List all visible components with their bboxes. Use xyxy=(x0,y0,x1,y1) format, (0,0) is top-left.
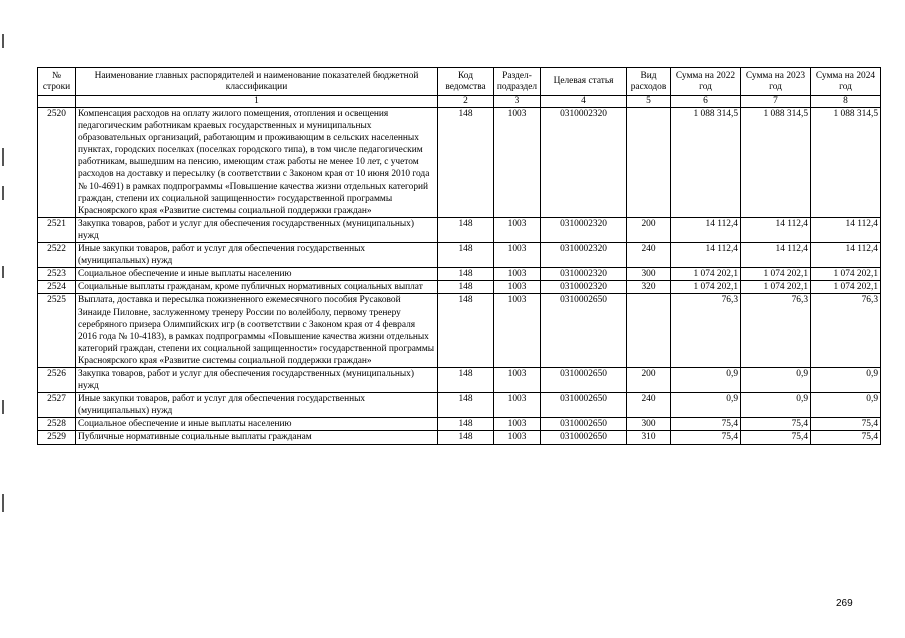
col-number: 3 xyxy=(494,96,541,108)
margin-mark xyxy=(2,148,4,166)
row-target-article: 0310002650 xyxy=(541,418,627,431)
col-header: № строки xyxy=(38,68,76,96)
row-sum-2022: 14 112,4 xyxy=(671,243,741,268)
col-number: 2 xyxy=(438,96,494,108)
row-sum-2023: 75,4 xyxy=(741,418,811,431)
row-sum-2024: 1 074 202,1 xyxy=(811,281,881,294)
table-row xyxy=(38,294,881,368)
row-name: Социальное обеспечение и иные выплаты населению xyxy=(76,418,438,431)
page-number: 269 xyxy=(836,598,853,609)
row-line-number: 2529 xyxy=(38,431,76,444)
row-sum-2023: 14 112,4 xyxy=(741,217,811,242)
col-number: 4 xyxy=(541,96,627,108)
row-sum-2024: 1 074 202,1 xyxy=(811,268,881,281)
margin-mark xyxy=(2,266,4,278)
col-header: Наименование главных распорядителей и наименование показателей бюджетной классификации xyxy=(76,68,438,96)
row-section: 1003 xyxy=(494,418,541,431)
row-expense-type xyxy=(627,294,671,368)
column-number-row xyxy=(38,96,881,108)
row-line-number: 2526 xyxy=(38,367,76,392)
col-number: 8 xyxy=(811,96,881,108)
col-header: Вид расходов xyxy=(627,68,671,96)
row-expense-type: 240 xyxy=(627,243,671,268)
row-line-number: 2522 xyxy=(38,243,76,268)
margin-mark xyxy=(2,186,4,200)
row-name: Выплата, доставка и пересылка пожизненного ежемесячного пособия Русаковой Зинаиде Пиловне, заслуженному тренеру России по волейболу, первому тренеру серебряного призера Олимпийских игр (в соответствии с Законом края от 4 февраля 2016 года № 10-4183), в рамках подпрограммы «Повышение качества жизни отдельных категорий граждан, степени их социальной защищенности» государственной программы Красноярского края «Развитие системы социальной поддержки граждан» xyxy=(76,294,438,368)
table-row xyxy=(38,243,881,268)
col-number: 5 xyxy=(627,96,671,108)
row-target-article: 0310002650 xyxy=(541,393,627,418)
row-target-article: 0310002320 xyxy=(541,217,627,242)
row-section: 1003 xyxy=(494,393,541,418)
row-dept-code: 148 xyxy=(438,281,494,294)
row-name: Социальное обеспечение и иные выплаты населению xyxy=(76,268,438,281)
budget-table xyxy=(37,67,881,445)
table-row xyxy=(38,217,881,242)
row-line-number: 2523 xyxy=(38,268,76,281)
col-header: Целевая статья xyxy=(541,68,627,96)
row-expense-type: 310 xyxy=(627,431,671,444)
table-row xyxy=(38,431,881,444)
row-target-article: 0310002650 xyxy=(541,294,627,368)
row-name: Компенсация расходов на оплату жилого помещения, отопления и освещения педагогическим работникам краевых государственных и муниципальных образовательных организаций, работающим и проживающим в сельских населенных пунктах, городских поселках (поселках городского типа), в том числе педагогическим работникам, вышедшим на пенсию, имеющим стаж работы не менее 10 лет, с учетом расходов на доставку и пересылку (в соответствии с Законом края от 10 июня 2010 года № 10-4691) в рамках подпрограммы «Повышение качества жизни отдельных категорий граждан, степени их социальной защищенности» государственной программы Красноярского края «Развитие системы социальной поддержки граждан» xyxy=(76,108,438,218)
row-sum-2024: 0,9 xyxy=(811,367,881,392)
margin-mark xyxy=(2,34,4,48)
row-sum-2022: 0,9 xyxy=(671,367,741,392)
row-sum-2024: 1 088 314,5 xyxy=(811,108,881,218)
row-sum-2022: 0,9 xyxy=(671,393,741,418)
row-sum-2023: 1 088 314,5 xyxy=(741,108,811,218)
row-section: 1003 xyxy=(494,431,541,444)
row-line-number: 2524 xyxy=(38,281,76,294)
row-expense-type: 320 xyxy=(627,281,671,294)
row-sum-2022: 75,4 xyxy=(671,431,741,444)
row-sum-2024: 14 112,4 xyxy=(811,243,881,268)
row-sum-2023: 0,9 xyxy=(741,393,811,418)
row-sum-2022: 1 074 202,1 xyxy=(671,268,741,281)
row-sum-2024: 75,4 xyxy=(811,418,881,431)
table-row xyxy=(38,418,881,431)
row-expense-type xyxy=(627,108,671,218)
row-dept-code: 148 xyxy=(438,108,494,218)
row-expense-type: 200 xyxy=(627,217,671,242)
row-sum-2024: 76,3 xyxy=(811,294,881,368)
row-dept-code: 148 xyxy=(438,294,494,368)
col-header: Раздел-подраздел xyxy=(494,68,541,96)
row-sum-2024: 0,9 xyxy=(811,393,881,418)
col-number: 6 xyxy=(671,96,741,108)
row-name: Социальные выплаты гражданам, кроме публичных нормативных социальных выплат xyxy=(76,281,438,294)
row-target-article: 0310002320 xyxy=(541,108,627,218)
table-row xyxy=(38,108,881,218)
row-target-article: 0310002650 xyxy=(541,431,627,444)
row-target-article: 0310002320 xyxy=(541,281,627,294)
col-header: Сумма на 2024 год xyxy=(811,68,881,96)
row-name: Закупка товаров, работ и услуг для обеспечения государственных (муниципальных) нужд xyxy=(76,367,438,392)
row-sum-2023: 75,4 xyxy=(741,431,811,444)
table-row xyxy=(38,393,881,418)
row-target-article: 0310002320 xyxy=(541,268,627,281)
row-sum-2022: 14 112,4 xyxy=(671,217,741,242)
row-sum-2022: 75,4 xyxy=(671,418,741,431)
row-dept-code: 148 xyxy=(438,393,494,418)
row-expense-type: 200 xyxy=(627,367,671,392)
row-name: Иные закупки товаров, работ и услуг для обеспечения государственных (муниципальных) нужд xyxy=(76,393,438,418)
table-row xyxy=(38,268,881,281)
col-header: Сумма на 2023 год xyxy=(741,68,811,96)
row-dept-code: 148 xyxy=(438,431,494,444)
col-header: Сумма на 2022 год xyxy=(671,68,741,96)
margin-mark xyxy=(2,494,4,512)
row-expense-type: 300 xyxy=(627,418,671,431)
row-section: 1003 xyxy=(494,367,541,392)
table-row xyxy=(38,281,881,294)
row-dept-code: 148 xyxy=(438,243,494,268)
row-line-number: 2521 xyxy=(38,217,76,242)
row-section: 1003 xyxy=(494,243,541,268)
margin-mark xyxy=(2,400,4,414)
row-section: 1003 xyxy=(494,281,541,294)
row-dept-code: 148 xyxy=(438,367,494,392)
row-line-number: 2527 xyxy=(38,393,76,418)
row-sum-2023: 1 074 202,1 xyxy=(741,268,811,281)
row-sum-2023: 1 074 202,1 xyxy=(741,281,811,294)
row-target-article: 0310002650 xyxy=(541,367,627,392)
row-dept-code: 148 xyxy=(438,217,494,242)
col-number: 7 xyxy=(741,96,811,108)
col-number xyxy=(38,96,76,108)
row-expense-type: 300 xyxy=(627,268,671,281)
row-name: Закупка товаров, работ и услуг для обеспечения государственных (муниципальных) нужд xyxy=(76,217,438,242)
row-line-number: 2528 xyxy=(38,418,76,431)
row-sum-2022: 1 088 314,5 xyxy=(671,108,741,218)
row-sum-2023: 0,9 xyxy=(741,367,811,392)
row-sum-2023: 76,3 xyxy=(741,294,811,368)
row-name: Публичные нормативные социальные выплаты гражданам xyxy=(76,431,438,444)
row-dept-code: 148 xyxy=(438,418,494,431)
row-sum-2024: 75,4 xyxy=(811,431,881,444)
row-line-number: 2525 xyxy=(38,294,76,368)
row-target-article: 0310002320 xyxy=(541,243,627,268)
col-number: 1 xyxy=(76,96,438,108)
row-line-number: 2520 xyxy=(38,108,76,218)
row-section: 1003 xyxy=(494,268,541,281)
row-dept-code: 148 xyxy=(438,268,494,281)
row-sum-2024: 14 112,4 xyxy=(811,217,881,242)
col-header: Код ведомства xyxy=(438,68,494,96)
row-sum-2022: 76,3 xyxy=(671,294,741,368)
row-sum-2023: 14 112,4 xyxy=(741,243,811,268)
row-expense-type: 240 xyxy=(627,393,671,418)
header-row xyxy=(38,68,881,96)
table-row xyxy=(38,367,881,392)
row-sum-2022: 1 074 202,1 xyxy=(671,281,741,294)
row-section: 1003 xyxy=(494,108,541,218)
row-name: Иные закупки товаров, работ и услуг для обеспечения государственных (муниципальных) нужд xyxy=(76,243,438,268)
row-section: 1003 xyxy=(494,294,541,368)
row-section: 1003 xyxy=(494,217,541,242)
